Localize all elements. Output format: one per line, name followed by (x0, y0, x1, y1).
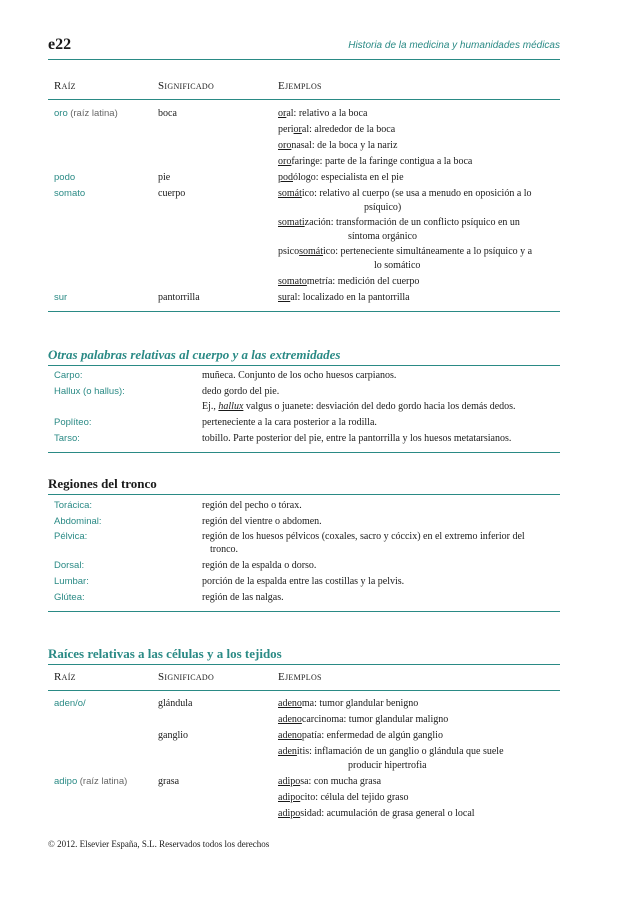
example: producir hipertrofia (348, 760, 427, 771)
root-term: podo (54, 172, 76, 183)
example: adenoma: tumor glandular benigno (278, 698, 419, 709)
col-raiz: Raíz (54, 80, 76, 92)
example: adenitis: inflamación de un ganglio o glándula que suele (278, 746, 504, 757)
example: somatización: transformación de un conflicto psíquico en un (278, 217, 520, 228)
example: adenopatía: enfermedad de algún ganglio (278, 730, 443, 741)
definition-text: región de las nalgas. (202, 592, 284, 603)
section-rule (48, 494, 560, 495)
definition-term: Dorsal: (54, 560, 85, 571)
definition-term: Hallux (o hallus): (54, 386, 125, 397)
definition-text: perteneciente a la cara posterior a la rodilla. (202, 417, 377, 428)
definition-term: Abdominal: (54, 516, 102, 527)
example: psíquico) (364, 202, 402, 213)
definition-term: Carpo: (54, 370, 83, 381)
example: oronasal: de la boca y la nariz (278, 140, 398, 151)
section-rule (48, 664, 560, 665)
copyright-footer: © 2012. Elsevier España, S.L. Reservados todos los derechos (48, 839, 270, 849)
definition-text: región de los huesos pélvicos (coxales, sacro y cóccix) en el extremo inferior del (202, 531, 525, 542)
definition-term: Tarso: (54, 433, 80, 444)
table1-header (48, 75, 560, 99)
example: sural: localizado en la pantorrilla (278, 292, 410, 303)
example: adiposidad: acumulación de grasa general o local (278, 808, 475, 819)
definition-text: Ej., hallux valgus o juanete: desviación del dedo gordo hacia los demás dedos. (202, 401, 516, 412)
meaning: pantorrilla (158, 292, 200, 303)
definition-text: dedo gordo del pie. (202, 386, 280, 397)
definition-term: Torácica: (54, 500, 93, 511)
example: somático: relativo al cuerpo (se usa a menudo en oposición a lo (278, 188, 532, 199)
root-term: sur (54, 292, 68, 303)
col-significado: Significado (158, 80, 215, 92)
meaning: boca (158, 108, 177, 119)
table2-header (48, 666, 560, 690)
root-note: (raíz latina) (79, 776, 128, 787)
definition-text: tobillo. Parte posterior del pie, entre la pantorrilla y los huesos metatarsianos. (202, 433, 512, 444)
definition-text: porción de la espalda entre las costillas y la pelvis. (202, 576, 405, 587)
table2-header-rule (48, 690, 560, 691)
root-term: aden/o/ (54, 698, 86, 709)
meaning: ganglio (158, 730, 188, 741)
example: adiposa: con mucha grasa (278, 776, 382, 787)
example: orofaringe: parte de la faringe contigua a la boca (278, 156, 473, 167)
col-significado: Significado (158, 671, 215, 683)
section-title: Otras palabras relativas al cuerpo y a las extremidades (48, 347, 341, 362)
page-number: e22 (48, 36, 72, 53)
definition-text: tronco. (210, 544, 239, 555)
example: oral: relativo a la boca (278, 108, 368, 119)
meaning: pie (158, 172, 171, 183)
definition-text: región del vientre o abdomen. (202, 516, 322, 527)
meaning: grasa (158, 776, 180, 787)
section-bottom-rule (48, 452, 560, 453)
example: psicosomático: perteneciente simultáneamente a lo psíquico y a (278, 246, 533, 257)
table1-header-rule (48, 99, 560, 100)
root-term: somato (54, 188, 86, 199)
example: somatometría: medición del cuerpo (278, 276, 420, 287)
example: adipocito: célula del tejido graso (278, 792, 409, 803)
example: adenocarcinoma: tumor glandular maligno (278, 714, 449, 725)
definition-term: Poplíteo: (54, 417, 92, 428)
definition-text: región de la espalda o dorso. (202, 560, 317, 571)
definition-text: muñeca. Conjunto de los ocho huesos carpianos. (202, 370, 397, 381)
page-header (48, 36, 560, 58)
col-ejemplos: Ejemplos (278, 671, 322, 683)
meaning: cuerpo (158, 188, 186, 199)
running-title: Historia de la medicina y humanidades médicas (348, 40, 560, 51)
definition-text: región del pecho o tórax. (202, 500, 302, 511)
definition-term: Lumbar: (54, 576, 89, 587)
root-term: adipo (54, 776, 78, 787)
definition-term: Pélvica: (54, 531, 88, 542)
section-rule (48, 365, 560, 366)
root-term: oro (54, 108, 68, 119)
definition-term: Glútea: (54, 592, 85, 603)
section-bottom-rule (48, 611, 560, 612)
root-note: (raíz latina) (70, 108, 118, 119)
section-title: Raíces relativas a las células y a los tejidos (48, 646, 282, 661)
col-ejemplos: Ejemplos (278, 80, 322, 92)
col-raiz: Raíz (54, 671, 76, 683)
example: perioral: alrededor de la boca (278, 124, 396, 135)
example: podólogo: especialista en el pie (278, 172, 404, 183)
section-title: Regiones del tronco (48, 476, 157, 491)
meaning: glándula (158, 698, 193, 709)
example: lo somático (374, 260, 421, 271)
header-rule (48, 59, 560, 60)
example: síntoma orgánico (348, 231, 417, 242)
table1-bottom-rule (48, 311, 560, 312)
